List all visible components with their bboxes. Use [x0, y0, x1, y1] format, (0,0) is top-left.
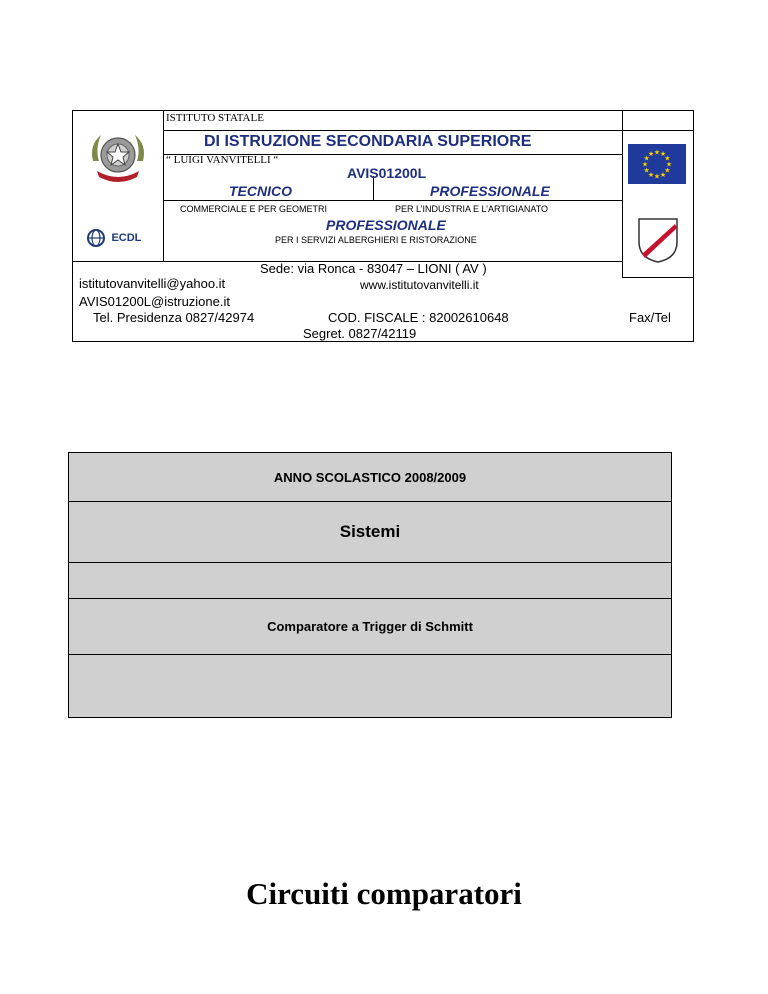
school-year: ANNO SCOLASTICO 2008/2009	[273, 469, 467, 485]
italian-emblem-icon	[85, 127, 151, 187]
fax-label: Fax/Tel	[629, 310, 671, 325]
notes-row	[69, 655, 671, 717]
eu-star-icon: ★	[659, 171, 667, 179]
school-website: www.istitutovanvitelli.it	[360, 278, 479, 292]
eu-flag-icon	[628, 144, 686, 184]
fiscal-code: COD. FISCALE : 82002610648	[328, 310, 509, 325]
school-address: Sede: via Ronca - 83047 – LIONI ( AV )	[260, 261, 487, 276]
campania-shield-icon	[636, 216, 680, 264]
phone-segreteria: Segret. 0827/42119	[303, 326, 417, 341]
course-info-table	[68, 452, 672, 718]
eu-star-icon: ★	[659, 151, 667, 159]
eu-star-icon: ★	[653, 173, 661, 181]
empty-row	[69, 563, 671, 599]
professionale2-detail: PER I SERVIZI ALBERGHIERI E RISTORAZIONE	[275, 235, 477, 245]
ecdl-logo-text: ECDL	[111, 232, 142, 244]
eu-star-icon: ★	[643, 155, 650, 163]
email-istruzione: AVIS01200L@istruzione.it	[79, 294, 230, 309]
institute-label: ISTITUTO STATALE	[166, 112, 264, 124]
eu-star-icon: ★	[641, 161, 649, 169]
ecdl-globe-icon	[85, 227, 107, 249]
professionale-detail: PER L’INDUSTRIA E L’ARTIGIANATO	[395, 204, 549, 214]
subject-title: Sistemi	[339, 522, 401, 541]
tecnico-detail: COMMERCIALE E PER GEOMETRI	[180, 204, 328, 214]
topic-title: Comparatore a Trigger di Schmitt	[267, 619, 473, 634]
ecdl-logo	[85, 227, 145, 249]
document-title: Circuiti comparatori	[246, 876, 522, 911]
school-code: AVIS01200L	[347, 165, 427, 181]
subject-row	[69, 502, 671, 563]
eu-star-icon: ★	[653, 149, 661, 157]
eu-star-icon: ★	[665, 161, 673, 169]
topic-row	[69, 599, 671, 655]
school-year-row	[69, 453, 671, 502]
email-yahoo: istitutovanvitelli@yahoo.it	[79, 276, 226, 291]
dept-tecnico: TECNICO	[229, 183, 292, 199]
school-header	[72, 110, 694, 342]
eu-star-icon: ★	[664, 155, 671, 163]
institute-name: DI ISTRUZIONE SECONDARIA SUPERIORE	[204, 133, 532, 150]
eu-star-icon: ★	[664, 167, 671, 175]
dept-professionale-secondary: PROFESSIONALE	[326, 217, 446, 233]
eu-star-icon: ★	[647, 171, 655, 179]
dept-professionale: PROFESSIONALE	[430, 183, 550, 199]
phone-presidenza: Tel. Presidenza 0827/42974	[93, 310, 255, 325]
eu-star-icon: ★	[647, 151, 655, 159]
school-name: “ LUIGI VANVITELLI “	[166, 154, 279, 166]
eu-star-icon: ★	[643, 167, 650, 175]
